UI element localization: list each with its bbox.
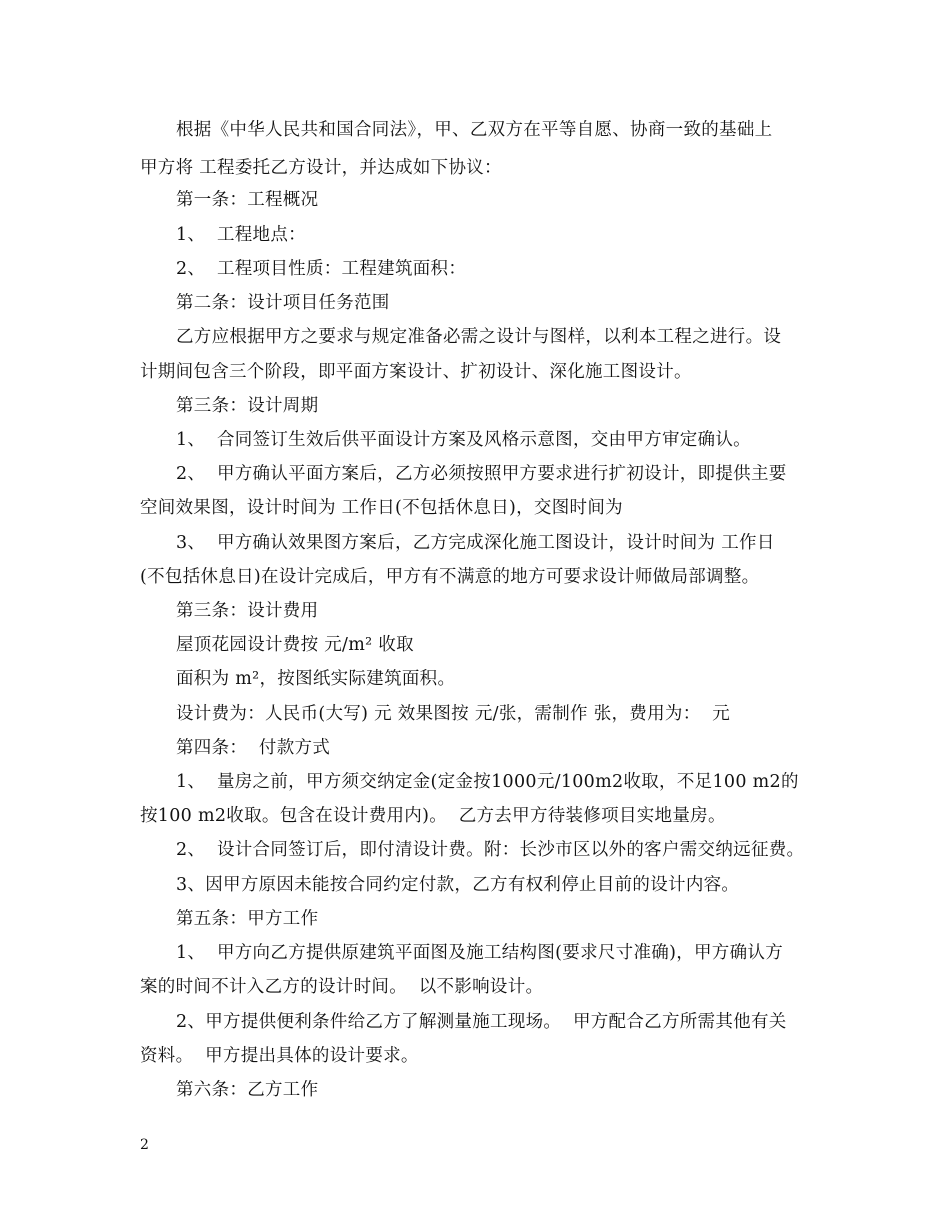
list-item: 1、 甲方向乙方提供原建筑平面图及施工结构图(要求尺寸准确)，甲方确认方 xyxy=(176,943,784,963)
paragraph-line: 案的时间不计入乙方的设计时间。 以不影响设计。 xyxy=(140,977,544,997)
paragraph-line: (不包括休息日)在设计完成后，甲方有不满意的地方可要求设计师做局部调整。 xyxy=(140,567,760,587)
section-heading: 第三条：设计费用 xyxy=(176,601,319,621)
section-heading: 第二条：设计项目任务范围 xyxy=(176,293,390,313)
section-heading: 第五条：甲方工作 xyxy=(176,909,319,929)
section-heading: 第六条：乙方工作 xyxy=(176,1080,319,1100)
paragraph-line: 计期间包含三个阶段，即平面方案设计、扩初设计、深化施工图设计。 xyxy=(140,362,692,382)
paragraph-line: 面积为 m²，按图纸实际建筑面积。 xyxy=(176,669,456,689)
paragraph-line: 乙方应根据甲方之要求与规定准备必需之设计与图样，以利本工程之进行。设 xyxy=(176,327,782,347)
paragraph-line: 甲方将 工程委托乙方设计，并达成如下协议： xyxy=(140,158,502,178)
page-number: 2 xyxy=(140,1137,149,1153)
section-heading: 第三条：设计周期 xyxy=(176,396,319,416)
paragraph-line: 屋顶花园设计费按 元/m² 收取 xyxy=(176,635,414,655)
section-heading: 第四条： 付款方式 xyxy=(176,738,331,758)
section-heading: 第一条：工程概况 xyxy=(176,190,319,210)
list-item: 2、甲方提供便利条件给乙方了解测量施工现场。 甲方配合乙方所需其他有关 xyxy=(176,1012,787,1032)
list-item: 1、 合同签订生效后供平面设计方案及风格示意图，交由甲方审定确认。 xyxy=(176,430,751,450)
list-item: 2、 设计合同签订后，即付清设计费。附：长沙市区以外的客户需交纳远征费。 xyxy=(176,840,805,860)
list-item: 3、 甲方确认效果图方案后，乙方完成深化施工图设计，设计时间为 工作日 xyxy=(176,533,775,553)
paragraph-line: 设计费为：人民币(大写) 元 效果图按 元/张，需制作 张，费用为： 元 xyxy=(176,704,731,724)
paragraph-line: 按100 m2收取。包含在设计费用内)。 乙方去甲方待装修项目实地量房。 xyxy=(140,806,726,826)
paragraph-line: 空间效果图，设计时间为 工作日(不包括休息日)，交图时间为 xyxy=(140,498,623,518)
paragraph-line: 资料。 甲方提出具体的设计要求。 xyxy=(140,1046,419,1066)
paragraph-line: 根据《中华人民共和国合同法》，甲、乙双方在平等自愿、协商一致的基础上 xyxy=(176,120,773,140)
list-item: 1、 量房之前，甲方须交纳定金(定金按1000元/100m2收取，不足100 m2的 xyxy=(176,772,799,792)
list-item: 2、 工程项目性质：工程建筑面积： xyxy=(176,259,467,279)
list-item: 2、 甲方确认平面方案后，乙方必须按照甲方要求进行扩初设计，即提供主要 xyxy=(176,464,787,484)
list-item: 3、因甲方原因未能按合同约定付款，乙方有权利停止目前的设计内容。 xyxy=(176,875,740,895)
list-item: 1、 工程地点： xyxy=(176,225,306,245)
